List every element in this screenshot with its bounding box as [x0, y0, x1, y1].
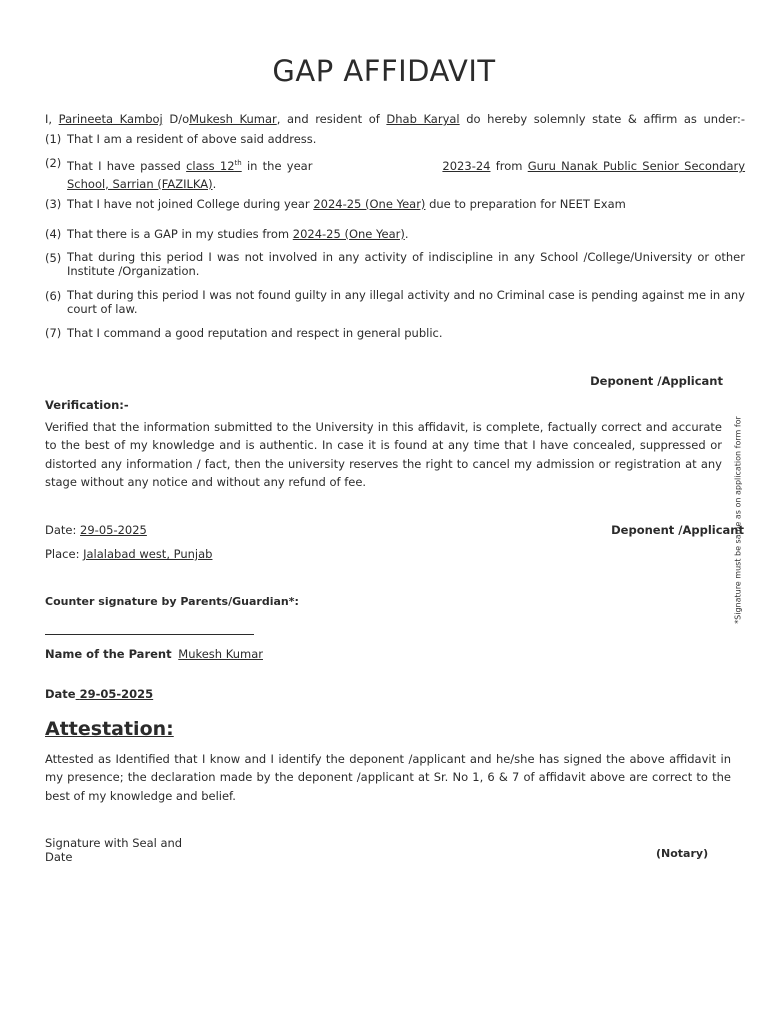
parent-row [45, 647, 263, 661]
item-number: (2) [45, 156, 62, 170]
notary-label: (Notary) [656, 847, 709, 860]
date2-row [45, 687, 153, 701]
date-label: Date: [45, 523, 77, 537]
item-number: (7) [45, 326, 62, 340]
signature-seal-label: Signature with Seal and Date [45, 836, 183, 864]
document-title: GAP AFFIDAVIT [272, 54, 496, 88]
deponent-label-2: Deponent /Applicant [611, 523, 744, 537]
class-value: class 12th [186, 158, 242, 173]
place-value: Jalalabad west, Punjab [83, 547, 213, 561]
attestation-heading: Attestation: [45, 718, 174, 740]
place-label: Place: [45, 547, 80, 561]
date-row [45, 523, 147, 537]
item-text: That during this period I was not involved in any activity of indiscipline in any School /College/University or other Institute /Organization. [67, 250, 745, 278]
parent-label: Name of the Parent [45, 647, 172, 661]
date2-label: Date [45, 687, 76, 701]
affidavit-item-2: (2) That I have passed class 12th in the year 2023-24 from Guru Nanak Public Senior Secondary School, Sarrian (FAZILKA). [45, 156, 746, 191]
signature-side-note: *Signature must be same as on application form for [733, 416, 743, 624]
place-row [45, 547, 212, 561]
school-name-line2: School, Sarrian (FAZILKA) [67, 176, 213, 191]
deponent-name: Parineeta Kamboj [58, 112, 163, 126]
item-text: That I am a resident of above said address. [67, 132, 317, 146]
intro-line [45, 112, 745, 126]
item-number: (1) [45, 132, 62, 146]
item-text: That I command a good reputation and respect in general public. [67, 326, 443, 340]
resident-text: , and resident of [276, 112, 380, 126]
affidavit-item-3: (3) That I have not joined College during year 2024-25 (One Year) due to preparation for NEET Exam [45, 197, 626, 211]
passing-year: 2023-24 [442, 158, 491, 173]
item-number: (6) [45, 289, 62, 303]
item-number: (5) [45, 251, 62, 265]
date-value: 29-05-2025 [80, 523, 147, 537]
affidavit-item-1 [45, 132, 745, 146]
affidavit-item-6 [45, 289, 745, 317]
item-number: (4) [45, 227, 62, 241]
signature-line [45, 634, 254, 635]
verification-heading: Verification:- [45, 398, 129, 412]
intro-prefix: I, [45, 112, 53, 126]
not-joined-period: 2024-25 (One Year) [313, 197, 426, 211]
gap-period: 2024-25 (One Year) [292, 227, 405, 241]
counter-signature-label: Counter signature by Parents/Guardian*: [45, 595, 299, 608]
date2-value: 29-05-2025 [79, 687, 154, 701]
item-number: (3) [45, 197, 62, 211]
intro-suffix: do hereby solemnly state & affirm as under:- [466, 112, 746, 126]
affidavit-item-5 [45, 251, 745, 279]
item-text: That during this period I was not found guilty in any illegal activity and no Criminal case is pending against me in any court of law. [67, 288, 745, 316]
parent-name: Mukesh Kumar [178, 647, 263, 661]
affidavit-item-7 [45, 326, 745, 340]
resident-place: Dhab Karyal [386, 112, 460, 126]
deponent-label: Deponent /Applicant [590, 374, 723, 388]
verification-text: Verified that the information submitted to the University in this affidavit, is complete, factually correct and accurate to the best of my knowledge and is authentic. In case it is found at any time that I have concealed, suppressed or distorted any information / fact, then the university reserves the right to cancel my admission or registration at any stage without any notice and without any refund of fee. [45, 420, 722, 490]
affidavit-item-4: (4) That there is a GAP in my studies from 2024-25 (One Year). [45, 227, 409, 241]
daughter-of-label: D/o [169, 112, 190, 126]
school-name-line1: Guru Nanak Public Senior Secondary [527, 158, 746, 173]
attestation-text: Attested as Identified that I know and I identify the deponent /applicant and he/she has signed the above affidavit in my presence; the declaration made by the deponent /applicant at Sr. No 1, 6 & 7 of affidavit above are correct to the best of my knowledge and belief. [45, 752, 731, 803]
father-name: Mukesh Kumar [189, 112, 277, 126]
